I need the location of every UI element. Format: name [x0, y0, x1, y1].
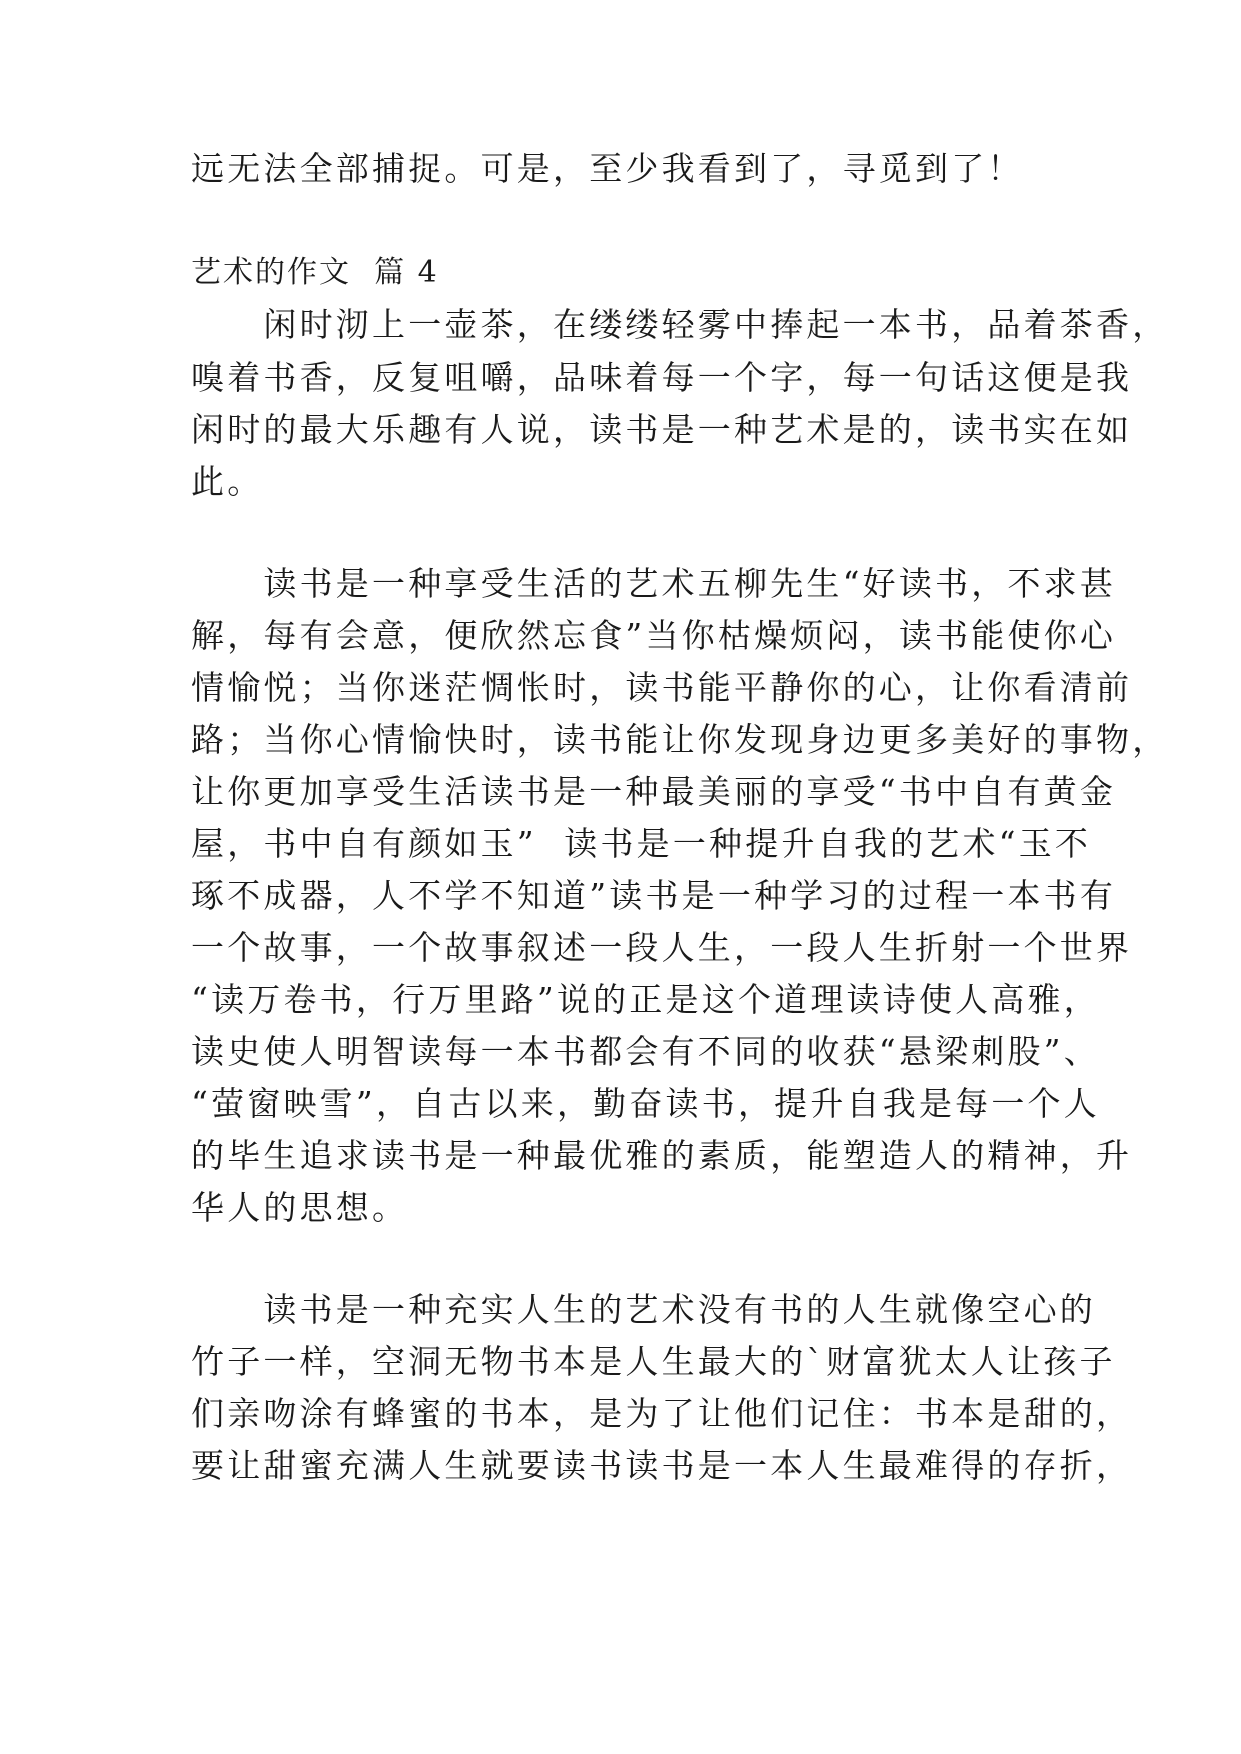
text-line: “萤窗映雪”，自古以来，勤奋读书，提升自我是每一个人 — [191, 1084, 1100, 1123]
text-line: 读书是一种充实人生的艺术没有书的人生就像空心的 — [191, 1290, 1096, 1329]
text-line: 琢不成器，人不学不知道”读书是一种学习的过程一本书有 — [191, 876, 1117, 915]
text-line: 让你更加享受生活读书是一种最美丽的享受“书中自有黄金 — [191, 772, 1117, 811]
text-line: 们亲吻涂有蜂蜜的书本，是为了让他们记住：书本是甜的， — [191, 1394, 1133, 1433]
text-line: 的毕生追求读书是一种最优雅的素质，能塑造人的精神，升 — [191, 1136, 1133, 1175]
text-line: 路；当你心情愉快时，读书能让你发现身边更多美好的事物， — [191, 720, 1169, 759]
text-line: 解，每有会意，便欣然忘食”当你枯燥烦闷，读书能使你心 — [191, 616, 1117, 655]
section-heading: 艺术的作文 篇 4 — [191, 255, 439, 290]
text-line: 此。 — [191, 462, 264, 501]
text-line: 华人的思想。 — [191, 1188, 409, 1227]
text-line: 竹子一样，空洞无物书本是人生最大的`财富犹太人让孩子 — [191, 1342, 1116, 1381]
text-line: 嗅着书香，反复咀嚼，品味着每一个字，每一句话这便是我 — [191, 358, 1133, 397]
text-line: 闲时的最大乐趣有人说，读书是一种艺术是的，读书实在如 — [191, 410, 1133, 449]
text-line: 读书是一种享受生活的艺术五柳先生“好读书，不求甚 — [191, 564, 1117, 603]
text-line: 一个故事，一个故事叙述一段人生，一段人生折射一个世界 — [191, 928, 1133, 967]
text-line: 情愉悦；当你迷茫惆怅时，读书能平静你的心，让你看清前 — [191, 668, 1133, 707]
text-line: 闲时沏上一壶茶，在缕缕轻雾中捧起一本书，品着茶香， — [191, 305, 1169, 344]
text-line: 屋，书中自有颜如玉” 读书是一种提升自我的艺术“玉不 — [191, 824, 1092, 863]
text-line: 要让甜蜜充满人生就要读书读书是一本人生最难得的存折， — [191, 1446, 1133, 1485]
text-line: “读万卷书，行万里路”说的正是这个道理读诗使人高雅， — [191, 980, 1100, 1019]
text-line: 读史使人明智读每一本书都会有不同的收获“悬梁刺股”、 — [191, 1032, 1100, 1071]
text-line: 远无法全部捕捉。可是，至少我看到了，寻觅到了！ — [191, 149, 1024, 188]
